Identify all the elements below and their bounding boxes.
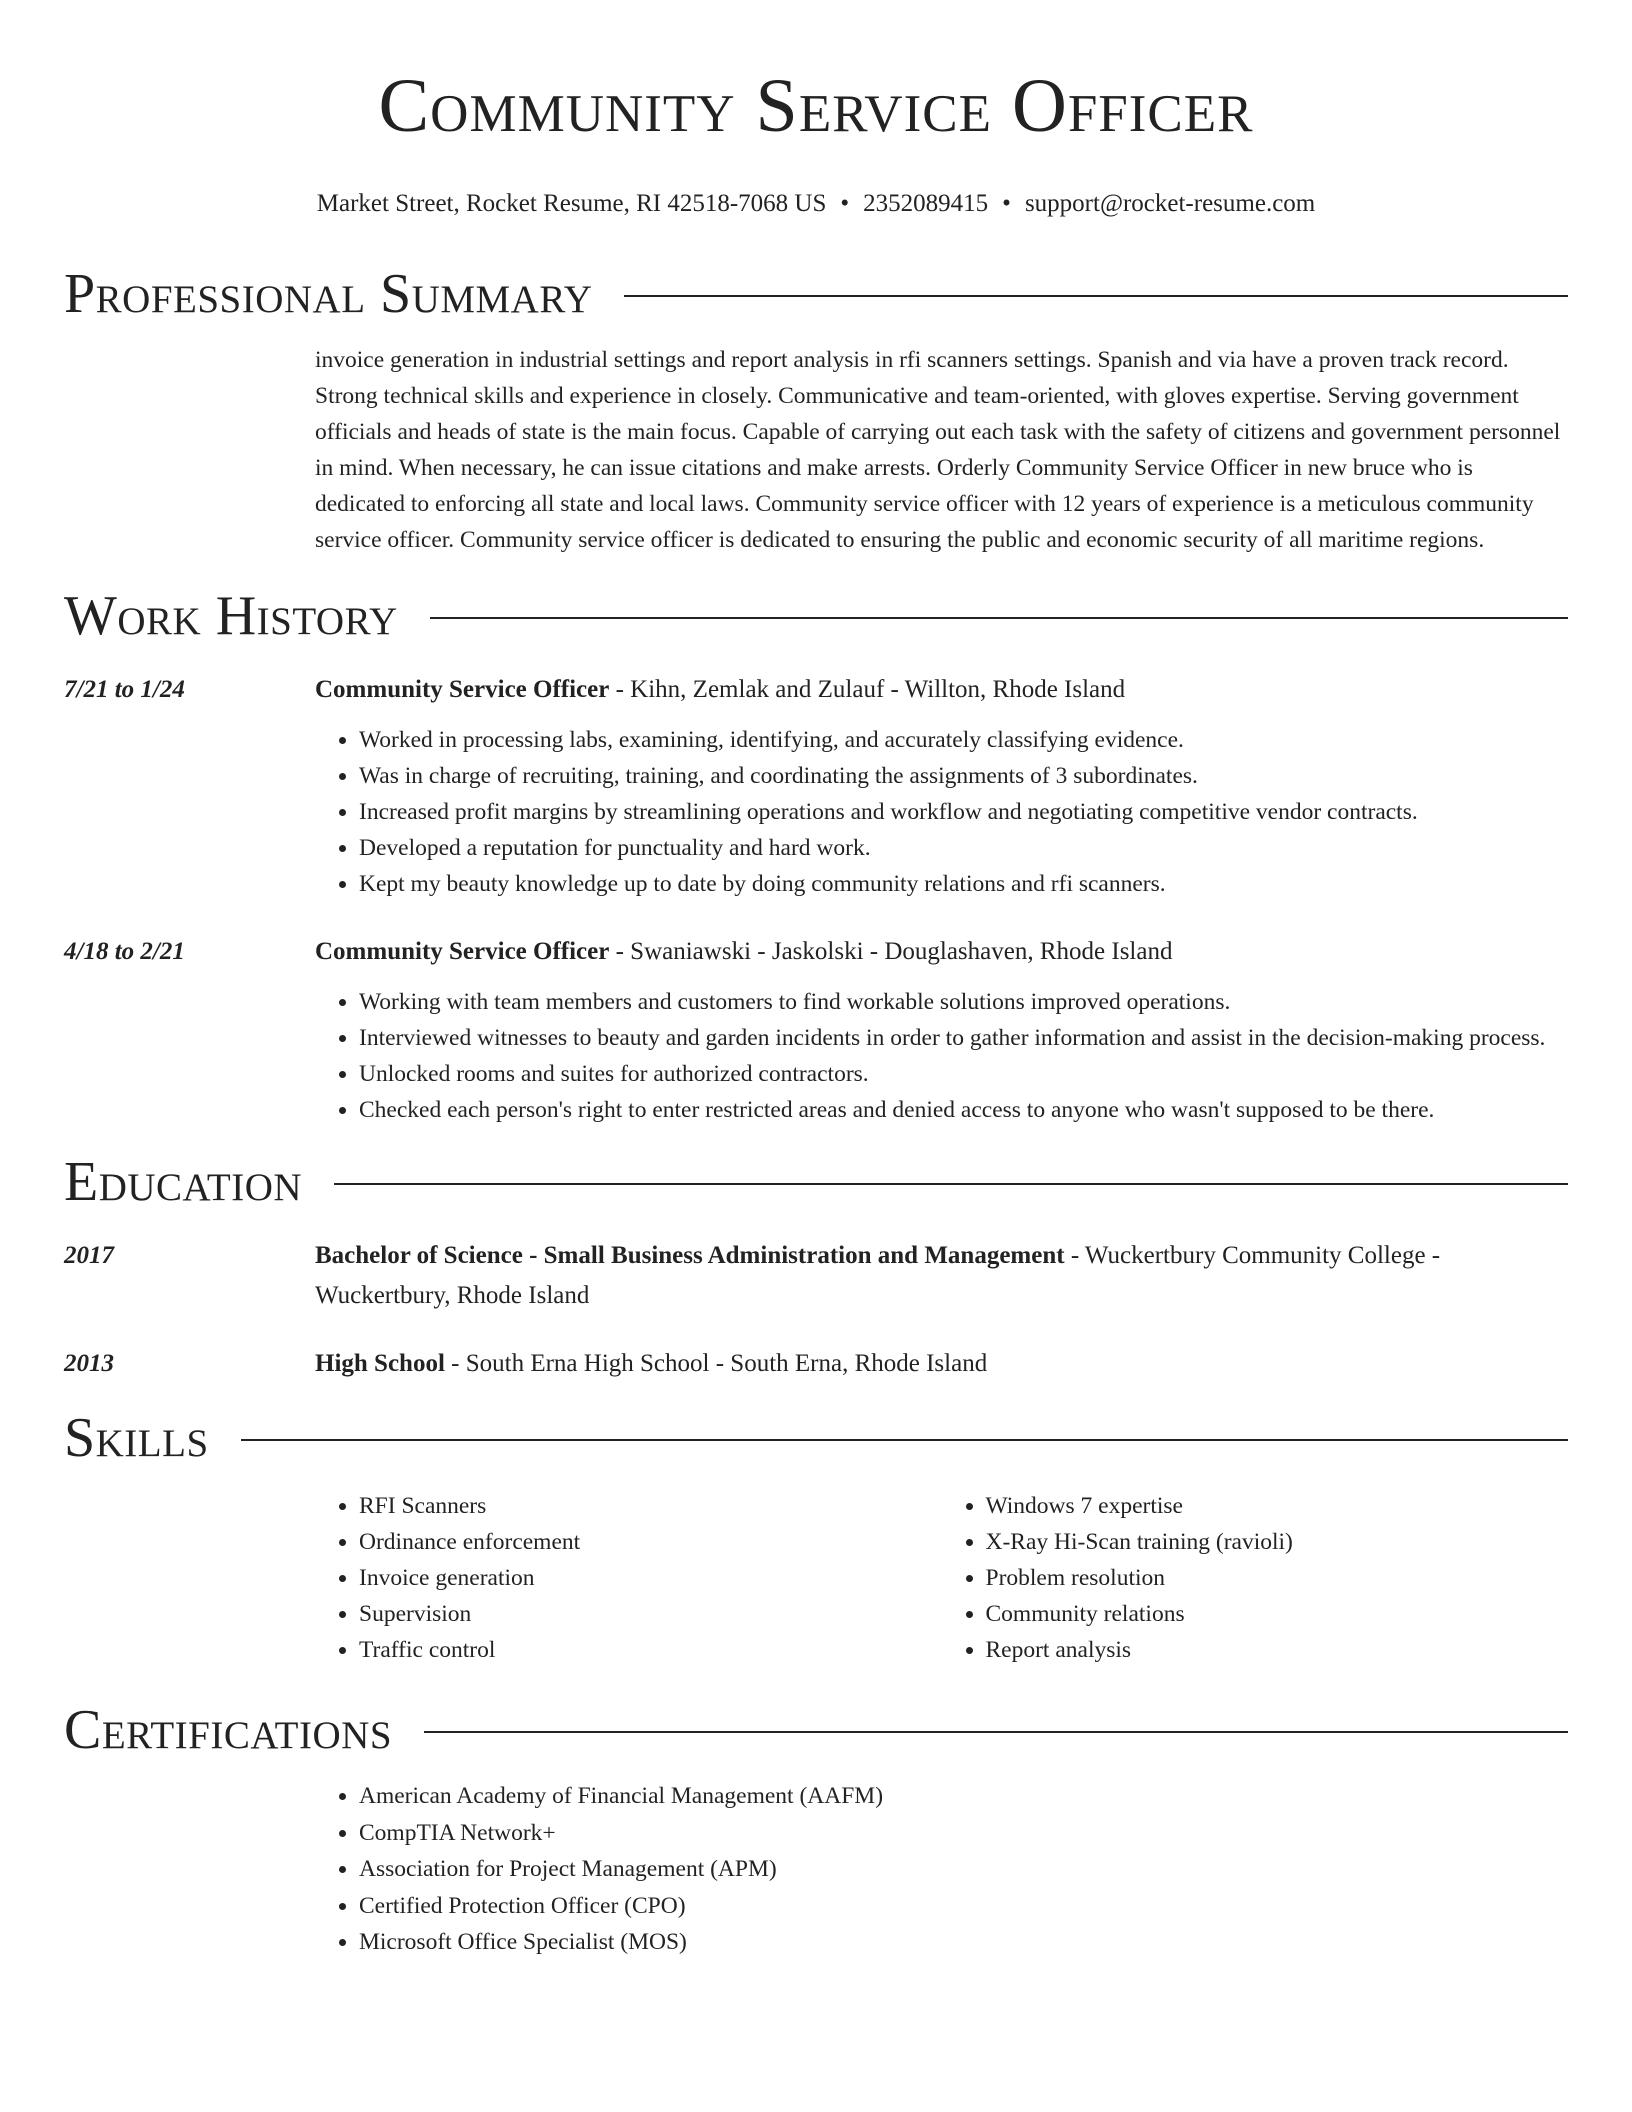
education-body <box>315 1236 1568 1316</box>
section-divider <box>624 295 1568 297</box>
education-title-line <box>315 1344 1568 1384</box>
contact-phone: 2352089415 <box>863 190 989 217</box>
education-body <box>315 1344 1568 1384</box>
education-heading: Education <box>64 1151 303 1213</box>
education-date: 2013 <box>64 1350 114 1377</box>
job-body <box>315 670 1568 902</box>
job-date: 7/21 to 1/24 <box>64 676 185 703</box>
section-divider <box>430 617 1568 619</box>
section-divider <box>334 1183 1568 1185</box>
work-heading: Work History <box>64 585 398 647</box>
list-item: • Interviewed witnesses to beauty and garden incidents in order to gather information and assist in the decision-making process. <box>359 1020 1568 1056</box>
job-bullets <box>315 722 1568 902</box>
contact-separator: • <box>1002 190 1011 217</box>
job-bullets <box>315 984 1568 1128</box>
skills-column-left <box>315 1488 942 1668</box>
education-entry <box>64 1344 1568 1384</box>
contact-separator: • <box>840 190 850 217</box>
job-title: Community Service Officer <box>315 676 610 703</box>
job-title-line <box>315 670 1568 710</box>
degree-title: Bachelor of Science - Small Business Administration and Management <box>315 1242 1065 1269</box>
education-section-header <box>64 1150 1568 1214</box>
list-item: • Windows 7 expertise <box>986 1488 1569 1524</box>
education-date: 2017 <box>64 1242 114 1269</box>
list-item: • Developed a reputation for punctuality and hard work. <box>359 830 1568 866</box>
section-divider <box>424 1731 1568 1733</box>
job-employer: - Kihn, Zemlak and Zulauf - Willton, Rhode Island <box>609 676 1126 703</box>
summary-heading: Professional Summary <box>64 263 593 325</box>
list-item: • Invoice generation <box>359 1560 942 1596</box>
list-item: • Certified Protection Officer (CPO) <box>359 1888 1568 1925</box>
school-info: - Wuckertbury Community College - Wuckertbury, Rhode Island <box>315 1242 1441 1309</box>
section-divider <box>241 1439 1568 1441</box>
list-item: • RFI Scanners <box>359 1488 942 1524</box>
list-item: • X-Ray Hi-Scan training (ravioli) <box>986 1524 1569 1560</box>
summary-section-header <box>64 262 1568 326</box>
skills-section-header <box>64 1406 1568 1470</box>
certifications-list <box>315 1778 1568 1961</box>
list-item: • American Academy of Financial Management (AAFM) <box>359 1778 1568 1815</box>
list-item: • Problem resolution <box>986 1560 1569 1596</box>
certifications-section-header <box>64 1698 1568 1762</box>
education-entry <box>64 1236 1568 1316</box>
job-entry <box>64 932 1568 1128</box>
skills-list <box>315 1488 1568 1668</box>
list-item: • Kept my beauty knowledge up to date by doing community relations and rfi scanners. <box>359 866 1568 902</box>
summary-text: invoice generation in industrial settings and report analysis in rfi scanners settings. Spanish and via have a proven track record. Strong technical skills and experience in closely. Communicative and team-oriented, with gloves expertise. Serving government officials and heads of state is the main focus. Capable of carrying out each task with the safety of citizens and government personnel in mind. When necessary, he can issue citations and make arrests. Orderly Community Service Officer in new bruce who is dedicated to enforcing all state and local laws. Community service officer with 12 years of experience is a meticulous community service officer. Community service officer is dedicated to ensuring the public and economic security of all maritime regions. <box>315 347 1561 553</box>
skills-heading: Skills <box>64 1407 209 1469</box>
job-body <box>315 932 1568 1128</box>
job-date: 4/18 to 2/21 <box>64 938 185 965</box>
list-item: • Traffic control <box>359 1632 942 1668</box>
list-item: • Checked each person's right to enter restricted areas and denied access to anyone who wasn't supposed to be there. <box>359 1092 1568 1128</box>
contact-email[interactable]: support@rocket-resume.com <box>1024 190 1316 217</box>
degree-title: High School <box>315 1350 445 1377</box>
job-entry <box>64 670 1568 902</box>
list-item: • Microsoft Office Specialist (MOS) <box>359 1924 1568 1961</box>
job-title-line <box>315 932 1568 972</box>
list-item: • Association for Project Management (APM) <box>359 1851 1568 1888</box>
list-item: • Ordinance enforcement <box>359 1524 942 1560</box>
job-employer: - Swaniawski - Jaskolski - Douglashaven, Rhode Island <box>609 938 1173 965</box>
list-item: • Was in charge of recruiting, training, and coordinating the assignments of 3 subordinates. <box>359 758 1568 794</box>
list-item: • Working with team members and customers to find workable solutions improved operations. <box>359 984 1568 1020</box>
contact-address: Market Street, Rocket Resume, RI 42518-7068 US <box>316 190 827 217</box>
school-info: - South Erna High School - South Erna, Rhode Island <box>444 1350 988 1377</box>
list-item: • Unlocked rooms and suites for authorized contractors. <box>359 1056 1568 1092</box>
skills-column-right <box>942 1488 1569 1668</box>
candidate-name: Community Service Officer <box>378 64 1254 148</box>
list-item: • Increased profit margins by streamlining operations and workflow and negotiating competitive vendor contracts. <box>359 794 1568 830</box>
certifications-heading: Certifications <box>64 1699 393 1761</box>
list-item: • Community relations <box>986 1596 1569 1632</box>
list-item: • Supervision <box>359 1596 942 1632</box>
work-section-header <box>64 584 1568 648</box>
education-title-line <box>315 1236 1568 1316</box>
list-item: • CompTIA Network+ <box>359 1815 1568 1852</box>
certifications-items <box>315 1778 1568 1961</box>
contact-line <box>64 188 1568 220</box>
list-item: • Worked in processing labs, examining, identifying, and accurately classifying evidence. <box>359 722 1568 758</box>
job-title: Community Service Officer <box>315 938 610 965</box>
list-item: • Report analysis <box>986 1632 1569 1668</box>
